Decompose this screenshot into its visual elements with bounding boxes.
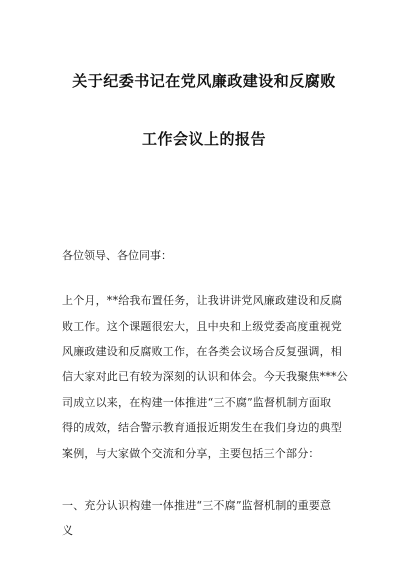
- paragraph-line: 上个月，**给我布置任务，让我讲讲党风廉政建设和反腐: [62, 294, 343, 307]
- section-heading-line: 义: [62, 524, 74, 537]
- greeting: 各位领导、各位同事：: [62, 249, 172, 262]
- paragraph-line: 司成立以来，在构建一体推进“三不腐”监督机制方面取: [62, 396, 332, 409]
- paragraph-line: 案例，与大家做个交流和分享，主要包括三个部分：: [62, 447, 320, 460]
- paragraph-line: 败工作。这个课题很宏大，且中央和上级党委高度重视党: [62, 320, 342, 333]
- document-title-line-1: 关于纪委书记在党风廉政建设和反腐败: [72, 72, 336, 90]
- paragraph-line: 风廉政建设和反腐败工作，在各类会议场合反复强调，相: [62, 345, 342, 358]
- paragraph-line: 得的成效，结合警示教育通报近期发生在我们身边的典型: [62, 421, 342, 434]
- section-heading-line: 一、充分认识构建一体推进“三不腐”监督机制的重要意: [62, 499, 332, 512]
- paragraph-line: 信大家对此已有较为深刻的认识和体会。今天我聚焦***公: [62, 370, 348, 383]
- document-title-line-2: 工作会议上的报告: [141, 130, 266, 148]
